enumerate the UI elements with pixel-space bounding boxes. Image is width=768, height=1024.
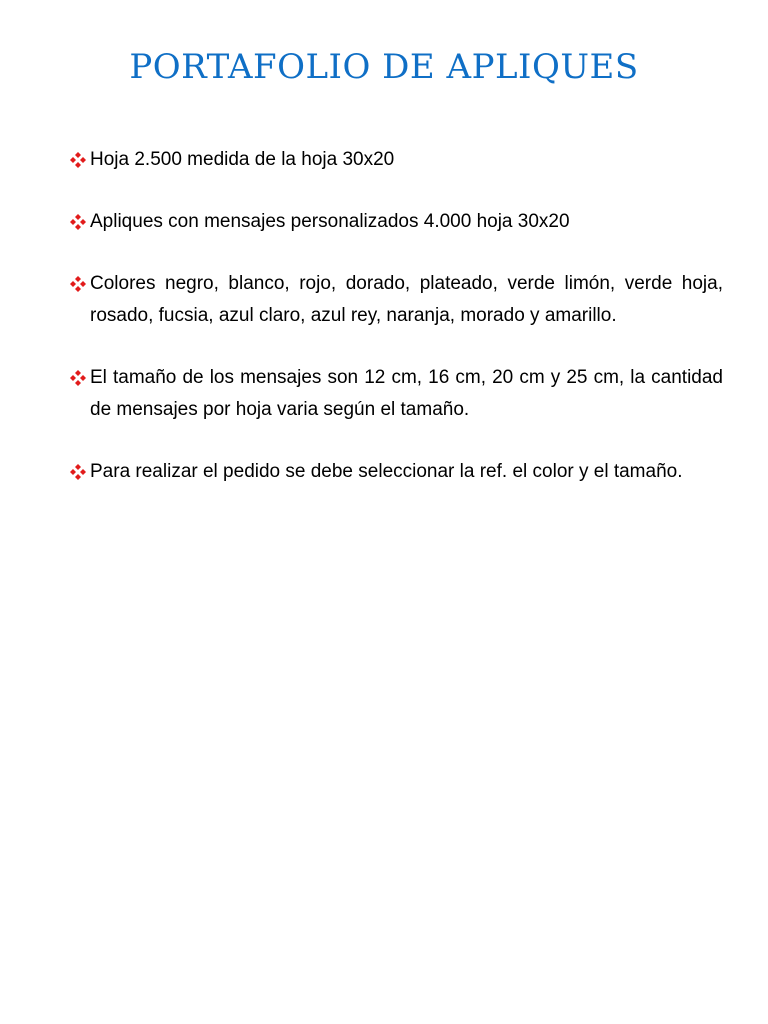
four-diamond-bullet-icon (70, 464, 86, 480)
list-item-text: Apliques con mensajes personalizados 4.000 hoja 30x20 (90, 211, 570, 232)
bullet-list (70, 144, 723, 518)
list-item (70, 268, 723, 332)
list-item (70, 144, 723, 176)
list-item (70, 206, 723, 238)
list-item (70, 362, 723, 426)
page-title: PORTAFOLIO DE APLIQUES (129, 47, 639, 87)
four-diamond-bullet-icon (70, 214, 86, 230)
four-diamond-bullet-icon (70, 370, 86, 386)
list-item-text: Para realizar el pedido se debe seleccionar la ref. el color y el tamaño. (90, 461, 683, 482)
list-item (70, 456, 723, 488)
list-item-text: Hoja 2.500 medida de la hoja 30x20 (90, 149, 395, 170)
four-diamond-bullet-icon (70, 152, 86, 168)
list-item-text: Colores negro, blanco, rojo, dorado, plateado, verde limón, verde hoja, rosado, fucsia, azul claro, azul rey, naranja, morado y amarillo. (90, 273, 723, 326)
list-item-text: El tamaño de los mensajes son 12 cm, 16 cm, 20 cm y 25 cm, la cantidad de mensajes por hoja varia según el tamaño. (90, 367, 723, 420)
four-diamond-bullet-icon (70, 276, 86, 292)
